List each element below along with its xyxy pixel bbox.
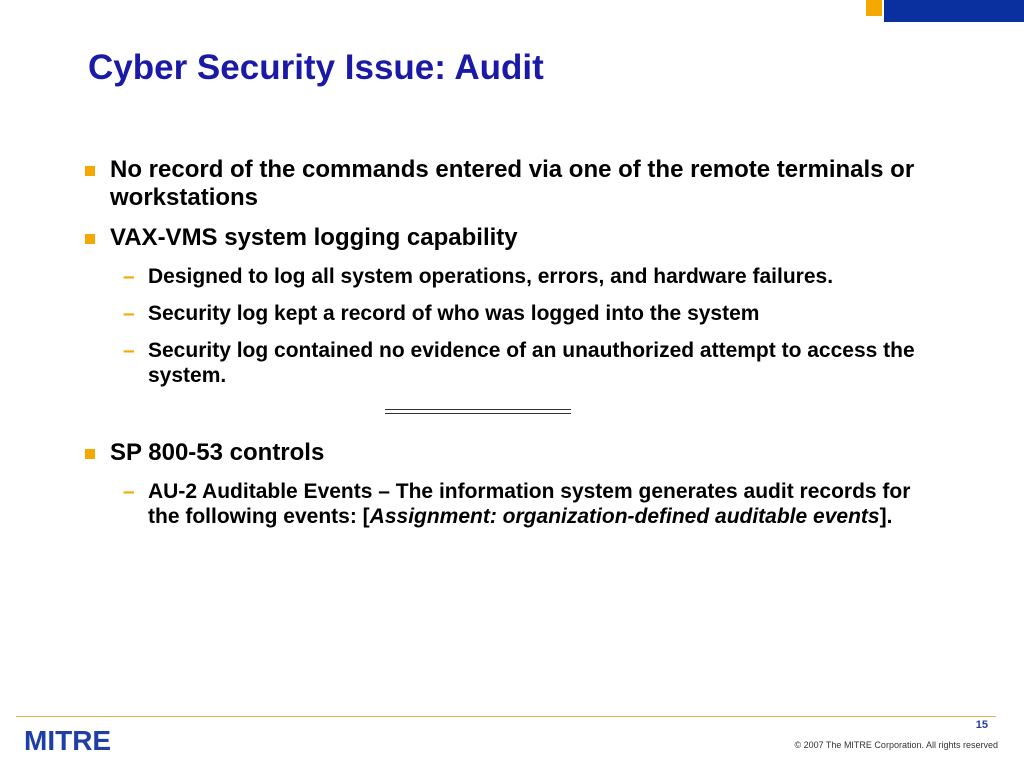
sub-bullet-3-1 <box>85 479 935 529</box>
bullet-1 <box>85 156 935 212</box>
sub-bullet-2-3 <box>85 338 935 388</box>
square-bullet-icon <box>85 449 95 459</box>
corner-blue-bar <box>884 0 1024 22</box>
sub-bullet-3-1-italic: Assignment: organization-defined auditable events <box>369 505 880 528</box>
sub-bullet-3-1-prefix: AU-2 Auditable Events – The information system generates audit records for the following events: [ <box>148 480 911 528</box>
footer-divider <box>16 716 996 717</box>
bullet-3 <box>85 439 935 467</box>
dash-bullet-icon: – <box>123 339 135 362</box>
bullet-2 <box>85 224 935 252</box>
slide-title: Cyber Security Issue: Audit <box>88 48 544 87</box>
section-divider <box>385 409 571 414</box>
mitre-logo: MITRE <box>24 725 112 756</box>
sub-bullet-3-1-suffix: ]. <box>879 505 893 528</box>
sub-bullet-2-3-text: Security log contained no evidence of an unauthorized attempt to access the system. <box>148 339 915 387</box>
bullet-3-text: SP 800-53 controls <box>110 439 325 466</box>
square-bullet-icon <box>85 234 95 244</box>
slide-content <box>85 156 935 541</box>
copyright-notice: © 2007 The MITRE Corporation. All rights reserved <box>794 740 998 750</box>
sub-bullet-3-1-text <box>148 480 910 528</box>
sub-bullet-2-2 <box>85 301 935 326</box>
sub-bullet-2-2-text: Security log kept a record of who was logged into the system <box>148 302 760 325</box>
sub-bullet-2-1 <box>85 264 935 289</box>
bullet-2-text: VAX-VMS system logging capability <box>110 224 518 251</box>
square-bullet-icon <box>85 166 95 176</box>
dash-bullet-icon: – <box>123 480 135 503</box>
sub-bullet-2-1-text: Designed to log all system operations, errors, and hardware failures. <box>148 265 834 288</box>
page-number: 15 <box>975 719 988 731</box>
dash-bullet-icon: – <box>123 265 135 288</box>
corner-orange-block <box>866 0 882 16</box>
bullet-1-text: No record of the commands entered via one of the remote terminals or workstations <box>110 156 915 211</box>
dash-bullet-icon: – <box>123 302 135 325</box>
